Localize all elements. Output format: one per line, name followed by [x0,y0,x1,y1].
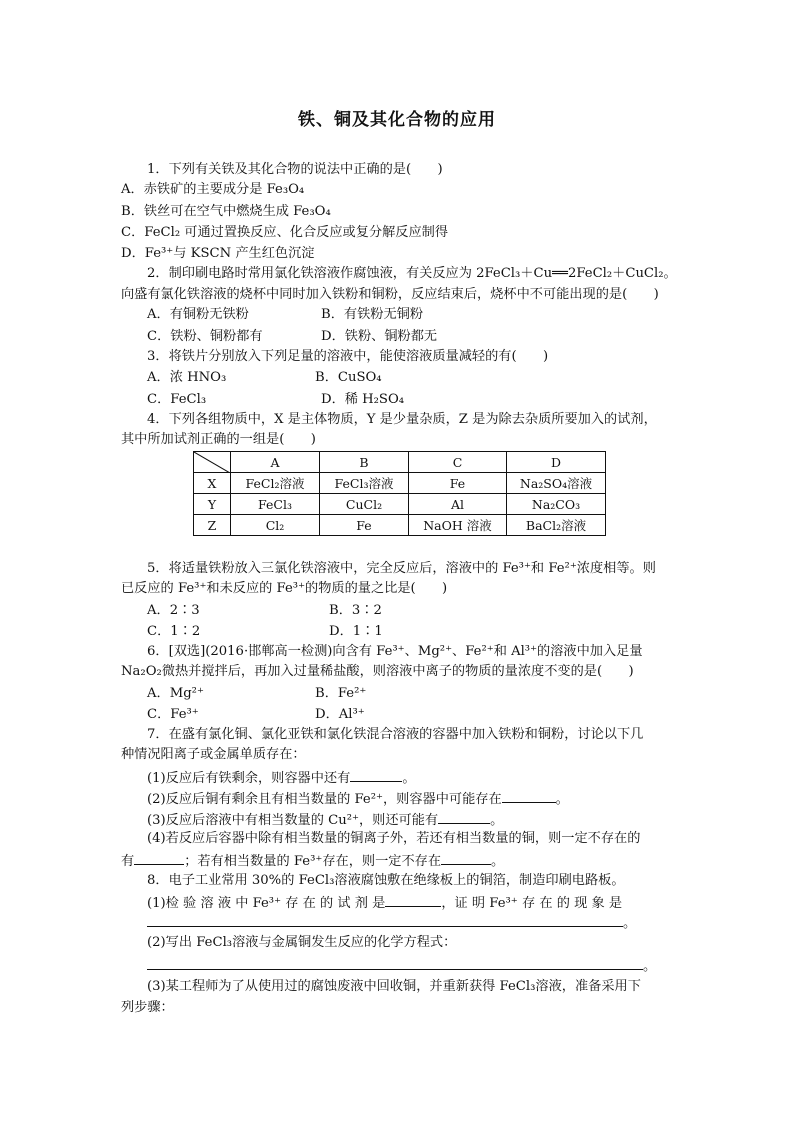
period: 。 [490,813,504,828]
q7-part3 [147,809,503,831]
period: 。 [491,854,505,869]
q7-part4-text-b: ；若有相当数量的 Fe³⁺存在，则一定不存在 [184,854,442,869]
table-cell: Cl₂ [231,515,320,536]
answer-blank[interactable] [385,892,441,907]
q6-stem-line2: Na₂O₂微热并搅拌后，再加入过量稀盐酸，则溶液中离子的物质的量浓度不变的是( ) [121,664,634,679]
q3-option-b: B．CuSO₄ [315,370,382,385]
answer-blank[interactable] [147,955,643,970]
period: 。 [623,916,637,931]
answer-blank[interactable] [438,809,490,824]
q5-option-a: A．2∶3 [147,603,200,618]
q2-option-d: D．铁粉、铜粉都无 [321,329,438,344]
table-row-label: Y [194,494,231,515]
q1-option-d: D．Fe³⁺与 KSCN 产生红色沉淀 [121,246,315,261]
q2-stem-line2: 向盛有氯化铁溶液的烧杯中同时加入铁粉和铜粉，反应结束后，烧杯中不可能出现的是( ) [121,287,659,302]
q7-part4-line1: (4)若反应后容器中除有相当数量的铜离子外，若还有相当数量的铜，则一定不存在的 [147,831,641,846]
page-title: 铁、铜及其化合物的应用 [298,110,496,130]
q8-part2-line2 [147,955,656,977]
q1-option-c: C．FeCl₂ 可通过置换反应、化合反应或复分解反应制得 [121,225,449,240]
q3-option-c: C．FeCl₃ [147,392,207,407]
period: 。 [402,771,416,786]
q8-part1-line2 [147,912,636,934]
table-cell: NaOH 溶液 [409,515,507,536]
q2-option-c: C．铁粉、铜粉都有 [147,329,263,344]
table-header: A [231,452,320,473]
table-cell: FeCl₃溶液 [320,473,409,494]
q5-stem-line1: 5．将适量铁粉放入三氯化铁溶液中，完全反应后，溶液中的 Fe³⁺和 Fe²⁺浓度相等。则 [147,561,656,576]
q2-stem-line1: 2．制印刷电路时常用氯化铁溶液作腐蚀液，有关反应为 2FeCl₃＋Cu══2FeCl₂＋CuCl₂。 [147,266,677,281]
table-row-label: X [194,473,231,494]
q8-stem: 8．电子工业常用 30%的 FeCl₃溶液腐蚀敷在绝缘板上的铜箔，制造印刷电路板。 [147,873,625,888]
q7-part4-text-a: 有 [121,854,135,869]
table-cell: Al [409,494,507,515]
q5-stem-line2: 已反应的 Fe³⁺和未反应的 Fe³⁺的物质的量之比是( ) [121,581,448,596]
q6-option-d: D．Al³⁺ [315,707,365,722]
q7-part1 [147,767,416,789]
q3-stem: 3．将铁片分别放入下列足量的溶液中，能使溶液质量减轻的有( ) [147,349,549,364]
table-row [194,473,606,494]
q7-part3-text: (3)反应后溶液中有相当数量的 Cu²⁺，则还可能有 [147,813,439,828]
answer-blank[interactable] [441,850,491,865]
table-cell: FeCl₃ [231,494,320,515]
q1-option-a: A．赤铁矿的主要成分是 Fe₃O₄ [121,182,305,197]
answer-blank[interactable] [502,788,556,803]
table-header: D [507,452,606,473]
answer-blank[interactable] [134,850,184,865]
table-header: C [409,452,507,473]
q8-part3-line1: (3)某工程师为了从使用过的腐蚀废液中回收铜，并重新获得 FeCl₃溶液，准备采用下 [147,979,641,994]
table-header: B [320,452,409,473]
reagent-table [193,451,606,536]
q4-stem-line2: 其中所加试剂正确的一组是( ) [121,432,316,447]
q5-option-b: B．3∶2 [329,603,382,618]
q6-option-b: B．Fe²⁺ [315,686,367,701]
table-cell: CuCl₂ [320,494,409,515]
answer-blank[interactable] [350,767,402,782]
q3-option-a: A．浓 HNO₃ [147,370,227,385]
table-cell: BaCl₂溶液 [507,515,606,536]
answer-blank[interactable] [147,912,623,927]
q4-stem-line1: 4．下列各组物质中，X 是主体物质，Y 是少量杂质，Z 是为除去杂质所要加入的试剂， [147,412,657,427]
q8-part2: (2)写出 FeCl₃溶液与金属铜发生反应的化学方程式： [147,935,457,950]
table-row [194,494,606,515]
q1-stem: 1．下列有关铁及其化合物的说法中正确的是( ) [147,162,443,177]
q8-part3-line2: 列步骤： [121,1000,174,1015]
q6-option-a: A．Mg²⁺ [147,686,204,701]
q7-part1-text: (1)反应后有铁剩余，则容器中还有 [147,771,351,786]
table-row-label: Z [194,515,231,536]
q7-part4-line2 [121,850,504,872]
q7-part2-text: (2)反应后铜有剩余且有相当数量的 Fe²⁺，则容器中可能存在 [147,792,502,807]
table-cell: Na₂SO₄溶液 [507,473,606,494]
q2-option-a: A．有铜粉无铁粉 [147,307,249,322]
table-cell: Fe [409,473,507,494]
q3-option-d: D．稀 H₂SO₄ [321,392,405,407]
q1-option-b: B．铁丝可在空气中燃烧生成 Fe₃O₄ [121,204,331,219]
table-row [194,515,606,536]
q8-part1 [147,892,622,914]
q5-option-c: C．1∶2 [147,624,201,639]
q5-option-d: D．1∶1 [329,624,383,639]
q8-part1-text-b: ，证 明 Fe³⁺ 存 在 的 现 象 是 [441,896,623,911]
q6-option-c: C．Fe³⁺ [147,707,199,722]
q6-stem-line1: 6．[双选](2016·邯郸高一检测)向含有 Fe³⁺、Mg²⁺、Fe²⁺和 Al³⁺的溶液中加入足量 [147,644,643,659]
q7-stem-line2: 种情况阳离子或金属单质存在： [121,747,306,762]
period: 。 [643,959,657,974]
table-corner-cell [194,452,231,473]
table-cell: FeCl₂溶液 [231,473,320,494]
q7-part2 [147,788,569,810]
q7-stem-line1: 7．在盛有氯化铜、氯化亚铁和氯化铁混合溶液的容器中加入铁粉和铜粉，讨论以下几 [147,727,644,742]
table-cell: Na₂CO₃ [507,494,606,515]
table-cell: Fe [320,515,409,536]
q2-option-b: B．有铁粉无铜粉 [321,307,424,322]
diagonal-line-icon [194,452,230,473]
q8-part1-text-a: (1)检 验 溶 液 中 Fe³⁺ 存 在 的 试 剂 是 [147,896,386,911]
table-header-row [194,452,606,473]
period: 。 [555,792,569,807]
